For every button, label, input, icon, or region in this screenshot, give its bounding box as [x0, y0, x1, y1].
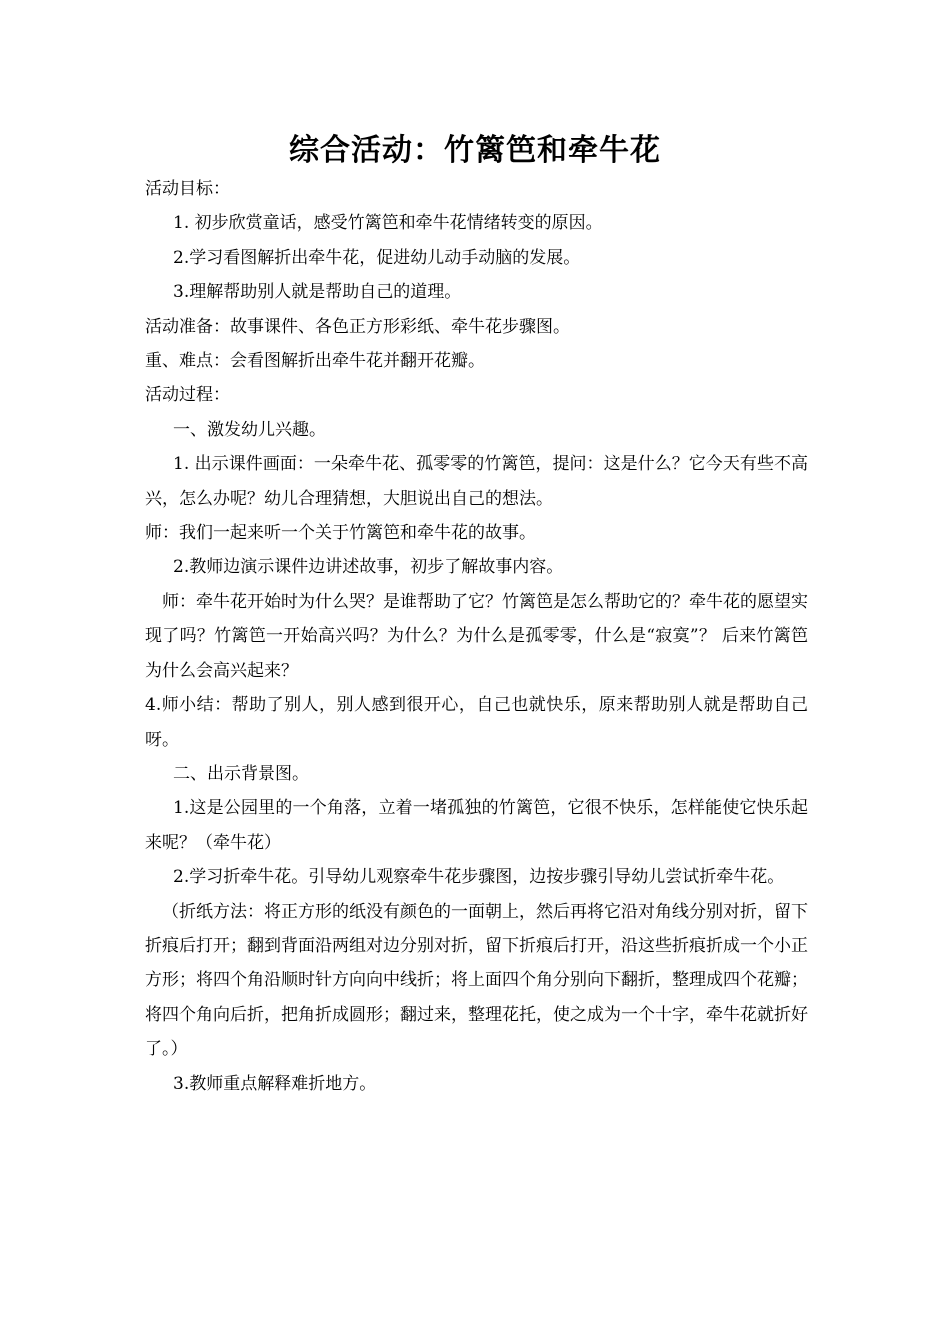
section-heading-process: 活动过程：	[145, 385, 230, 406]
goal-item-2: 2.学习看图解折出牵牛花，促进幼儿动手动脑的发展。	[173, 247, 581, 268]
process-paragraph: 2.学习折牵牛花。引导幼儿观察牵牛花步骤图，边按步骤引导幼儿尝试折牵牛花。	[173, 867, 785, 888]
key-points-paragraph: 重、难点：会看图解折出牵牛花并翻开花瓣。	[145, 351, 485, 372]
document-title: 综合活动：竹篱笆和牵牛花	[289, 133, 661, 168]
preparation-paragraph: 活动准备：故事课件、各色正方形彩纸、牵牛花步骤图。	[145, 316, 570, 337]
process-paragraph: 师：我们一起来听一个关于竹篱笆和牵牛花的故事。	[145, 523, 536, 544]
process-step-heading-1: 一、激发幼儿兴趣。	[173, 419, 326, 440]
folding-method-paragraph: （折纸方法：将正方形的纸没有颜色的一面朝上，然后再将它沿对角线分别对折，留下折痕后打开；翻到背面沿两组对边分别对折，留下折痕后打开，沿这些折痕折成一个小正方形；将四个角沿顺时针方向向中线折；将上面四个角分别向下翻折，整理成四个花瓣；将四个角向后折，把角折成圆形；翻过来，整理花托，使之成为一个十字，牵牛花就折好了。）	[145, 901, 808, 1060]
process-paragraph: 3.教师重点解释难折地方。	[173, 1073, 377, 1094]
document-body	[145, 172, 808, 1101]
section-heading-goals: 活动目标：	[145, 179, 230, 199]
process-step-heading-2: 二、出示背景图。	[173, 763, 309, 784]
process-paragraph: 2.教师边演示课件边讲述故事，初步了解故事内容。	[173, 557, 564, 578]
goal-item-3: 3.理解帮助别人就是帮助自己的道理。	[173, 282, 462, 303]
goal-item-1: 1. 初步欣赏童话，感受竹篱笆和牵牛花情绪转变的原因。	[173, 213, 603, 234]
process-paragraph: 4.师小结：帮助了别人，别人感到很开心，自己也就快乐，原来帮助别人就是帮助自己呀。	[145, 695, 808, 750]
process-paragraph: 1.这是公园里的一个角落，立着一堵孤独的竹篱笆，它很不快乐，怎样能使它快乐起来呢？（牵牛花）	[145, 798, 808, 853]
process-paragraph: 师：牵牛花开始时为什么哭？是谁帮助了它？竹篱笆是怎么帮助它的？牵牛花的愿望实现了吗？竹篱笆一开始高兴吗？为什么？为什么是孤零零，什么是“寂寞”？ 后来竹篱笆为什么会高兴起来？	[145, 591, 808, 681]
process-paragraph: 1. 出示课件画面：一朵牵牛花、孤零零的竹篱笆，提问：这是什么？它今天有些不高兴，怎么办呢？幼儿合理猜想，大胆说出自己的想法。	[145, 454, 808, 509]
